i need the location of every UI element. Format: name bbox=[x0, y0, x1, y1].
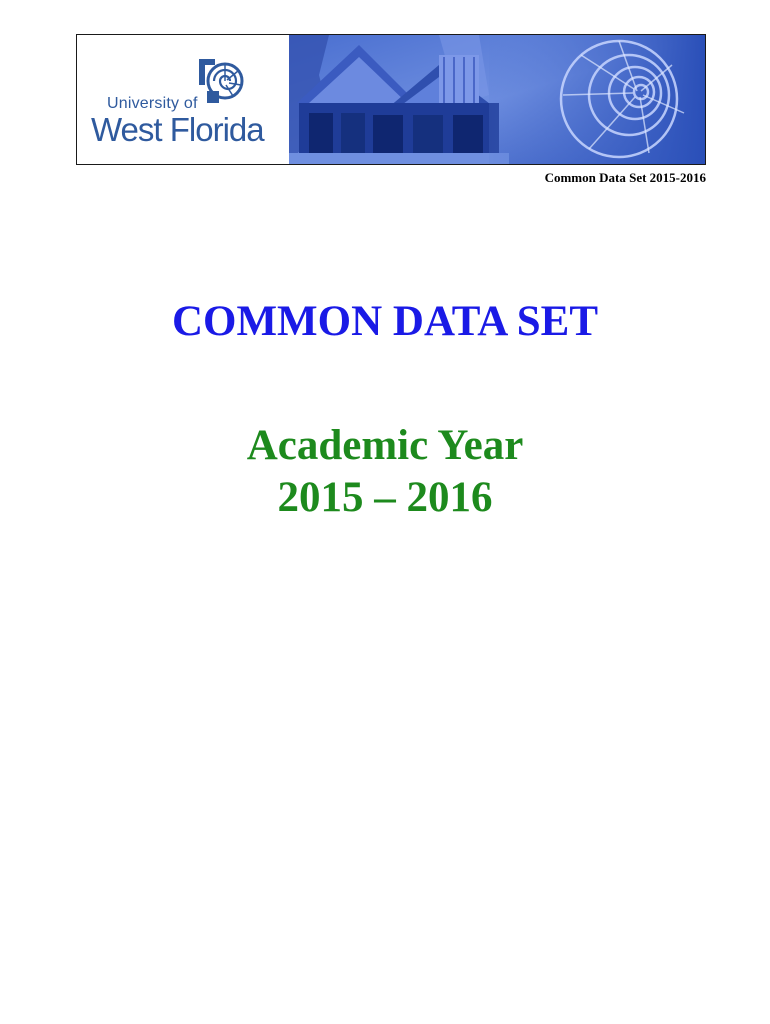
page-subtitle bbox=[0, 420, 770, 524]
logo-text-west-florida: West Florida bbox=[91, 111, 264, 148]
subtitle-academic-year: Academic Year bbox=[246, 422, 524, 469]
page-title: COMMON DATA SET bbox=[171, 298, 599, 345]
subtitle-year-range: 2015 – 2016 bbox=[277, 474, 493, 521]
building-photo bbox=[289, 35, 705, 164]
campus-photo-collage bbox=[289, 35, 705, 164]
header-banner bbox=[76, 34, 706, 165]
nautilus-logo-icon bbox=[193, 55, 245, 107]
logo-text-university-of: University of bbox=[107, 95, 198, 112]
running-header: Common Data Set 2015-2016 bbox=[544, 170, 706, 185]
university-logo bbox=[77, 35, 289, 164]
